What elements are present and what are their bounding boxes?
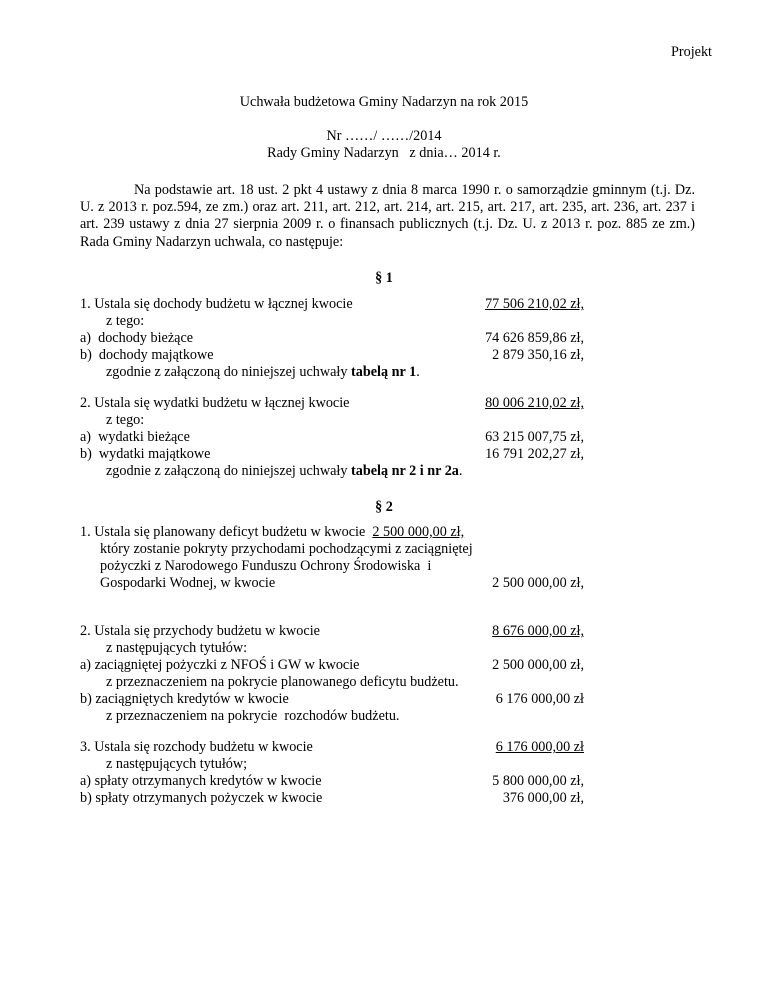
revenue-total-value: 8 676 000,00 zł, [492,623,584,639]
revenue-total-label: 2. Ustala się przychody budżetu w kwocie [80,623,320,639]
expenses-current-label: a) wydatki bieżące [80,429,190,445]
expenses-property-value: 16 791 202,27 zł, [485,446,584,462]
outflows-total-label: 3. Ustala się rozchody budżetu w kwocie [80,739,313,755]
expenses-total-label: 2. Ustala się wydatki budżetu w łącznej kwocie [80,395,350,411]
resolution-number: Nr ……/ ……/2014 [326,128,442,144]
income-current-label: a) dochody bieżące [80,330,194,346]
legal-basis-paragraph: Na podstawie art. 18 ust. 2 pkt 4 ustawy z dnia 8 marca 1990 r. o samorządzie gminnym (t.j. Dz. U. z 2013 r. poz.594, ze zm.) oraz art. 211, art. 212, art. 214, art. 215, art. 217, art. 235, art. 236, art. 237 i art. 239 ustawy z dnia 27 sierpnia 2009 r. o finansach publicznych (t.j. Dz. U. z 2013 r. poz. 885 ze zm.) Rada Gminy Nadarzyn uchwala, co następuje: [80,182,695,250]
deficit-loan-value: 2 500 000,00 zł, [492,575,584,591]
revenue-loan-value: 2 500 000,00 zł, [492,657,584,673]
expenses-total-value: 80 006 210,02 zł, [485,395,584,411]
income-of-which: z tego: [106,313,145,329]
revenue-credit-value: 6 176 000,00 zł [495,691,584,707]
deficit-label: 1. Ustala się planowany deficyt budżetu w kwocie 2 500 000,00 zł, [80,524,465,540]
revenue-from: z następujących tytułów: [106,640,248,656]
outflows-loan-value: 376 000,00 zł, [502,790,584,806]
revenue-loan-note: z przeznaczeniem na pokrycie planowanego deficytu budżetu. [106,674,459,690]
revenue-loan-label: a) zaciągniętej pożyczki z NFOŚ i GW w kwocie [80,657,360,673]
section-1-heading: § 1 [375,270,393,286]
deficit-coverage-line-3: Gospodarki Wodnej, w kwocie [100,575,276,591]
income-total-value: 77 506 210,02 zł, [485,296,584,312]
income-table-note: zgodnie z załączoną do niniejszej uchwały tabelą nr 1. [106,364,420,380]
resolution-title: Uchwała budżetowa Gminy Nadarzyn na rok 2015 [239,94,529,110]
expenses-table-note: zgodnie z załączoną do niniejszej uchwały tabelą nr 2 i nr 2a. [106,463,463,479]
deficit-value: 2 500 000,00 zł, [372,524,465,540]
council-date-line: Rady Gminy Nadarzyn z dnia… 2014 r. [267,145,501,161]
outflows-total-value: 6 176 000,00 zł [495,739,584,755]
draft-label: Projekt [671,44,712,60]
expenses-current-value: 63 215 007,75 zł, [485,429,584,445]
deficit-coverage-line-1: który zostanie pokryty przychodami pochodzącymi z zaciągniętej [100,541,473,557]
revenue-credit-note: z przeznaczeniem na pokrycie rozchodów budżetu. [106,708,400,724]
deficit-coverage-line-2: pożyczki z Narodowego Funduszu Ochrony Środowiska i [100,558,432,574]
expenses-of-which: z tego: [106,412,145,428]
expenses-property-label: b) wydatki majątkowe [80,446,211,462]
outflows-credit-label: a) spłaty otrzymanych kredytów w kwocie [80,773,322,789]
expenses-table-reference: tabelą nr 2 i nr 2a [351,463,459,479]
outflows-loan-label: b) spłaty otrzymanych pożyczek w kwocie [80,790,323,806]
section-2-heading: § 2 [375,499,393,515]
income-property-value: 2 879 350,16 zł, [492,347,584,363]
outflows-from: z następujących tytułów; [106,756,248,772]
income-table-reference: tabelą nr 1 [351,364,417,380]
revenue-credit-label: b) zaciągniętych kredytów w kwocie [80,691,289,707]
income-current-value: 74 626 859,86 zł, [485,330,584,346]
income-total-label: 1. Ustala się dochody budżetu w łącznej kwocie [80,296,353,312]
income-property-label: b) dochody majątkowe [80,347,214,363]
outflows-credit-value: 5 800 000,00 zł, [492,773,584,789]
